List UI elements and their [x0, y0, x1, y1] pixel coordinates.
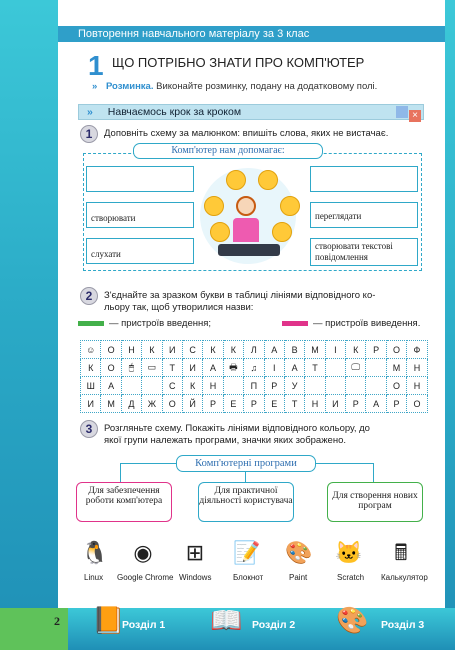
app-label: Google Chrome	[117, 573, 174, 582]
scheme-blank-left-top[interactable]	[86, 166, 194, 192]
right-decorative-strip	[445, 0, 455, 650]
grid-cell[interactable]: Н	[407, 359, 427, 377]
grid-cell[interactable]: О	[162, 395, 182, 413]
book-icon: 📙	[92, 605, 125, 635]
grid-cell[interactable]: М	[386, 359, 406, 377]
scheme-blank-right-top[interactable]	[310, 166, 418, 192]
connector-line	[373, 463, 374, 482]
grid-cell[interactable]: У	[284, 377, 304, 395]
grid-row	[81, 359, 428, 377]
connector-line	[316, 463, 374, 464]
program-group-system[interactable]	[76, 482, 172, 522]
chrome-icon[interactable]: ◉	[133, 540, 153, 565]
grid-cell[interactable]: И	[162, 341, 182, 359]
scheme-item-right-1[interactable]	[310, 202, 418, 228]
grid-cell[interactable]	[142, 377, 162, 395]
task-2-text-line1: З'єднайте за зразком букви в таблиці лініями відповідного ко-	[104, 290, 376, 301]
step-bar	[78, 104, 424, 120]
scheme-item-text: переглядати	[315, 211, 362, 221]
girl-figure	[236, 196, 256, 216]
letter-grid	[80, 340, 428, 413]
grid-cell[interactable]	[366, 377, 386, 395]
step-bar-title: Навчаємось крок за кроком	[107, 106, 242, 118]
programs-scheme-title: Комп'ютерні програми	[176, 455, 316, 472]
grid-cell[interactable]: А	[284, 359, 304, 377]
green-pencil-icon	[78, 321, 104, 326]
grid-cell[interactable]: О	[386, 341, 406, 359]
task-2-number: 2	[80, 287, 98, 305]
scratch-cat-icon[interactable]: 🐱	[335, 540, 363, 565]
grid-cell[interactable]: Р	[386, 395, 406, 413]
double-arrow-icon: »	[87, 106, 93, 118]
minimize-icon	[396, 106, 408, 118]
cart-icon	[226, 170, 246, 190]
double-arrow-icon: »	[92, 81, 98, 92]
scheme-item-text: створювати текстові повідомлення	[315, 241, 393, 262]
section-tab-3[interactable]: Розділ 3	[381, 619, 425, 631]
grid-cell[interactable]: И	[325, 395, 345, 413]
scheme-item-left-2[interactable]	[86, 238, 194, 264]
grid-cell[interactable]: К	[142, 341, 162, 359]
app-label: Калькулятор	[381, 573, 428, 582]
grid-cell[interactable]: Н	[121, 341, 141, 359]
grid-cell[interactable]: К	[223, 341, 243, 359]
grid-cell[interactable]: Т	[162, 359, 182, 377]
app-label: Windows	[179, 573, 212, 582]
grid-cell[interactable]: К	[81, 359, 101, 377]
program-group-development[interactable]	[327, 482, 423, 522]
scheme-title: Комп'ютер нам допомагає:	[133, 143, 323, 159]
grid-cell[interactable]: С	[182, 341, 202, 359]
grid-cell[interactable]	[305, 377, 325, 395]
grid-cell[interactable]: М	[305, 341, 325, 359]
book-icon	[210, 222, 230, 242]
task-2-text-line2: льору так, щоб утворилися назви:	[104, 302, 254, 313]
window-buttons	[395, 106, 421, 122]
scanner-icon: ▭	[142, 359, 162, 377]
grid-cell[interactable]: Р	[264, 377, 284, 395]
task-1-number: 1	[80, 125, 98, 143]
connector-line	[245, 472, 246, 482]
grid-cell[interactable]: И	[81, 395, 101, 413]
grid-cell[interactable]: Р	[203, 395, 223, 413]
scheme-item-left-1[interactable]	[86, 202, 194, 228]
program-group-label: Для створення нових програм	[332, 491, 418, 511]
grid-cell[interactable]	[121, 377, 141, 395]
grid-cell[interactable]: Д	[121, 395, 141, 413]
program-group-label: Для забезпечення роботи комп'ютера	[85, 486, 163, 506]
app-label: Блокнот	[233, 573, 264, 582]
grid-cell[interactable]: А	[101, 377, 121, 395]
grid-cell[interactable]: К	[182, 377, 202, 395]
grid-cell[interactable]: И	[182, 359, 202, 377]
warmup-text: Виконайте розминку, подану на додатковому полі.	[156, 81, 378, 92]
grid-cell[interactable]: Ш	[81, 377, 101, 395]
grid-cell[interactable]: Р	[366, 341, 386, 359]
open-book-icon: 📖	[210, 605, 243, 635]
grid-cell[interactable]: О	[101, 341, 121, 359]
scheme-item-right-2[interactable]	[310, 238, 418, 266]
grid-cell[interactable]: К	[346, 341, 366, 359]
warmup-label: Розминка.	[105, 81, 154, 92]
lesson-title: ЩО ПОТРІБНО ЗНАТИ ПРО КОМП'ЮТЕР	[112, 55, 365, 70]
calculator-icon[interactable]: 🖩	[394, 540, 408, 565]
grid-cell[interactable]: М	[101, 395, 121, 413]
grid-cell[interactable]	[325, 377, 345, 395]
page-number: 2	[54, 614, 60, 628]
app-label: Paint	[289, 573, 308, 582]
grid-cell[interactable]	[223, 377, 243, 395]
monitor-icon: 🖵	[346, 359, 366, 377]
mail-icon	[258, 170, 278, 190]
grid-row	[81, 395, 428, 413]
grid-cell[interactable]: А	[203, 359, 223, 377]
grid-cell[interactable]: П	[244, 377, 264, 395]
grid-cell[interactable]: О	[386, 377, 406, 395]
mouse-icon: 🖱	[121, 359, 141, 377]
grid-cell[interactable]: Ж	[142, 395, 162, 413]
grid-cell[interactable]: Й	[182, 395, 202, 413]
task-3-text-line1: Розгляньте схему. Покажіть лініями відповідного кольору, до	[104, 423, 370, 434]
grid-cell[interactable]	[366, 359, 386, 377]
grid-cell[interactable]: Ф	[407, 341, 427, 359]
grid-cell[interactable]: С	[162, 377, 182, 395]
pink-pencil-icon	[282, 321, 308, 326]
grid-cell[interactable]: О	[101, 359, 121, 377]
grid-cell[interactable]: Е	[223, 395, 243, 413]
app-label: Scratch	[337, 573, 365, 582]
grid-cell[interactable]: А	[264, 341, 284, 359]
section-tab-2[interactable]: Розділ 2	[252, 619, 296, 631]
palette-icon: 🎨	[336, 605, 369, 635]
penguin-icon[interactable]: 🐧	[81, 540, 109, 565]
phone-icon	[204, 196, 224, 216]
legend-output: — пристроїв виведення.	[313, 318, 421, 329]
app-label: Linux	[84, 573, 104, 582]
lesson-number: 1	[88, 50, 104, 81]
task-3-number: 3	[80, 420, 98, 438]
grid-cell[interactable]: Н	[407, 377, 427, 395]
header-bar	[58, 26, 445, 42]
legend-input: — пристроїв введення;	[109, 318, 212, 329]
grid-row	[81, 341, 428, 359]
program-group-practical[interactable]	[198, 482, 294, 522]
smiley-icon: ☺	[81, 341, 101, 359]
grid-cell[interactable]: Е	[264, 395, 284, 413]
girl-body	[233, 218, 259, 242]
task-1-text: Доповніть схему за малюнком: впишіть слова, яких не вистачає.	[104, 128, 389, 139]
connector-line	[120, 463, 121, 482]
grid-cell[interactable]: Т	[284, 395, 304, 413]
grid-cell[interactable]: І	[325, 341, 345, 359]
printer-icon: 🖶	[223, 359, 243, 377]
section-tab-1[interactable]: Розділ 1	[122, 619, 166, 631]
grid-cell[interactable]: Н	[305, 395, 325, 413]
grid-cell[interactable]: Т	[305, 359, 325, 377]
grid-cell[interactable]	[325, 359, 345, 377]
task-3-text-line2: якої групи належать програми, значки яких зображено.	[104, 435, 347, 446]
music-icon	[280, 196, 300, 216]
notepad-icon[interactable]: 📝	[233, 540, 261, 565]
keyboard-icon	[218, 244, 280, 256]
connector-line	[120, 463, 176, 464]
grid-row	[81, 377, 428, 395]
close-icon: ×	[409, 110, 421, 122]
video-icon	[272, 222, 292, 242]
windows-icon[interactable]: ⊞	[185, 540, 205, 565]
grid-cell[interactable]: К	[203, 341, 223, 359]
grid-cell[interactable]: О	[407, 395, 427, 413]
grid-cell[interactable]: Н	[203, 377, 223, 395]
grid-cell[interactable]: Л	[244, 341, 264, 359]
grid-cell[interactable]: А	[366, 395, 386, 413]
scheme-item-text: створювати	[91, 213, 136, 223]
grid-cell[interactable]: В	[284, 341, 304, 359]
grid-cell[interactable]: Р	[244, 395, 264, 413]
scheme-item-text: слухати	[91, 249, 121, 259]
grid-cell[interactable]	[346, 377, 366, 395]
paint-icon[interactable]: 🎨	[285, 540, 313, 565]
program-group-label: Для практичної діяльності користувача	[199, 486, 293, 506]
speakers-icon: ♫	[244, 359, 264, 377]
grid-cell[interactable]: Р	[346, 395, 366, 413]
warmup-line	[92, 81, 377, 92]
left-decorative-strip	[0, 0, 58, 650]
header-title: Повторення навчального матеріалу за 3 клас	[78, 28, 310, 40]
grid-cell[interactable]: І	[264, 359, 284, 377]
